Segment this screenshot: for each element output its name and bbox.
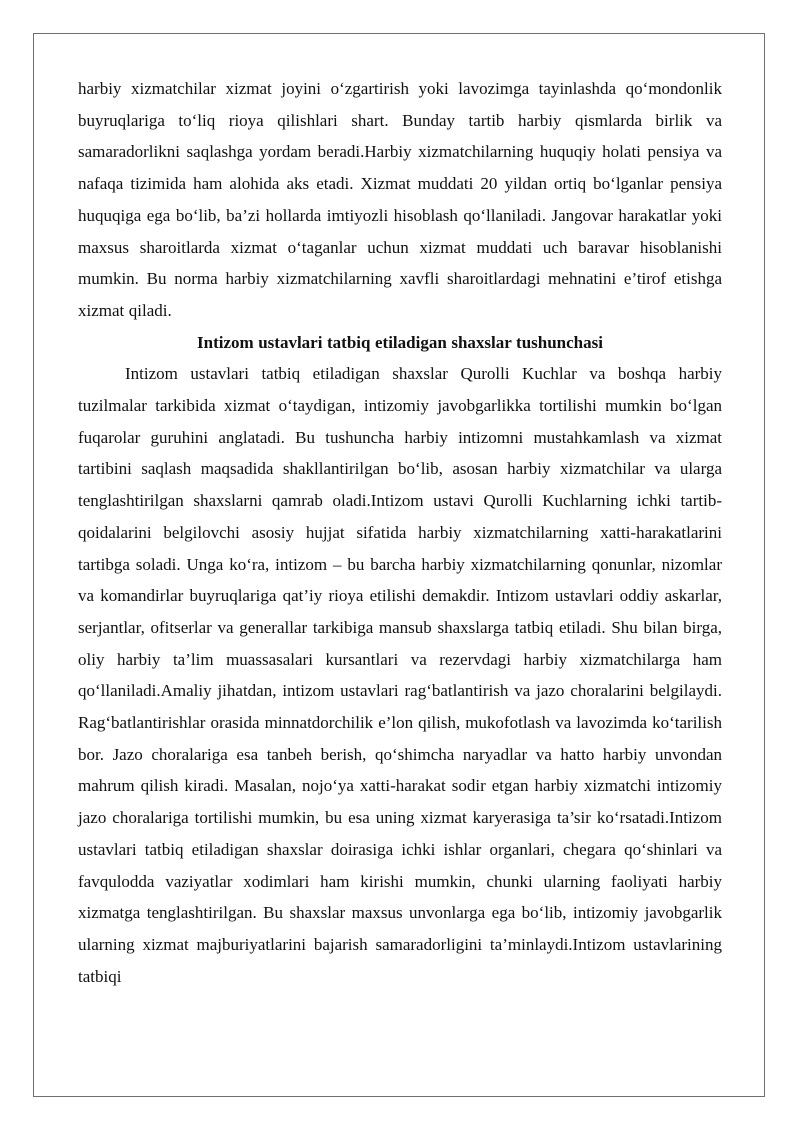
body-paragraph-1: harbiy xizmatchilar xizmat joyini o‘zgartirish yoki lavozimga tayinlashda qo‘mondonlik buyruqlariga to‘liq rioya qilishlari shart. Bunday tartib harbiy qismlarda birlik va samaradorlikni saqlashga yordam beradi.Harbiy xizmatchilarning huquqiy holati pensiya va nafaqa tizimida ham alohida aks etadi. Xizmat muddati 20 yildan ortiq bo‘lganlar pensiya huquqiga ega bo‘lib, ba’zi hollarda imtiyozli hisoblash qo‘llaniladi. Jangovar harakatlar yoki maxsus sharoitlarda xizmat o‘taganlar uchun xizmat muddati uch baravar hisoblanishi mumkin. Bu norma harbiy xizmatchilarning xavfli sharoitlardagi mehnatini e’tirof etishga xizmat qiladi.	[78, 79, 722, 320]
section-heading: Intizom ustavlari tatbiq etiladigan shaxslar tushunchasi	[197, 332, 603, 352]
document-body	[78, 73, 722, 992]
body-paragraph-2: Intizom ustavlari tatbiq etiladigan shaxslar Qurolli Kuchlar va boshqa harbiy tuzilmalar tarkibida xizmat o‘taydigan, intizomiy javobgarlikka tortilishi mumkin bo‘lgan fuqarolar guruhini anglatadi. Bu tushuncha harbiy intizomni mustahkamlash va xizmat tartibini saqlash maqsadida shakllantirilgan bo‘lib, asosan harbiy xizmatchilar va ularga tenglashtirilgan shaxslarni qamrab oladi.Intizom ustavi Qurolli Kuchlarning ichki tartib-qoidalarini belgilovchi asosiy hujjat sifatida harbiy xizmatchilarning xatti-harakatlarini tartibga soladi. Unga ko‘ra, intizom – bu barcha harbiy xizmatchilarning qonunlar, nizomlar va komandirlar buyruqlariga qat’iy rioya etilishi demakdir. Intizom ustavlari oddiy askarlar, serjantlar, ofitserlar va generallar tarkibiga mansub shaxslarga tatbiq etiladi. Shu bilan birga, oliy harbiy ta’lim muassasalari kursantlari va rezervdagi harbiy xizmatchilarga ham qo‘llaniladi.Amaliy jihatdan, intizom ustavlari rag‘batlantirish va jazo choralarini belgilaydi. Rag‘batlantirishlar orasida minnatdorchilik e’lon qilish, mukofotlash va lavozimda ko‘tarilish bor. Jazo choralariga esa tanbeh berish, qo‘shimcha naryadlar va hatto harbiy unvondan mahrum qilish kiradi. Masalan, nojo‘ya xatti-harakat sodir etgan harbiy xizmatchi intizomiy jazo choralariga tortilishi mumkin, bu esa uning xizmat karyerasiga ta’sir ko‘rsatadi.Intizom ustavlari tatbiq etiladigan shaxslar doirasiga ichki ishlar organlari, chegara qo‘shinlari va favqulodda vaziyatlar xodimlari ham kirishi mumkin, chunki ularning faoliyati harbiy xizmatga tenglashtirilgan. Bu shaxslar maxsus unvonlarga ega bo‘lib, intizomiy javobgarlik ularning xizmat majburiyatlarini bajarish samaradorligini ta’minlaydi.Intizom ustavlarining tatbiqi	[78, 364, 722, 986]
